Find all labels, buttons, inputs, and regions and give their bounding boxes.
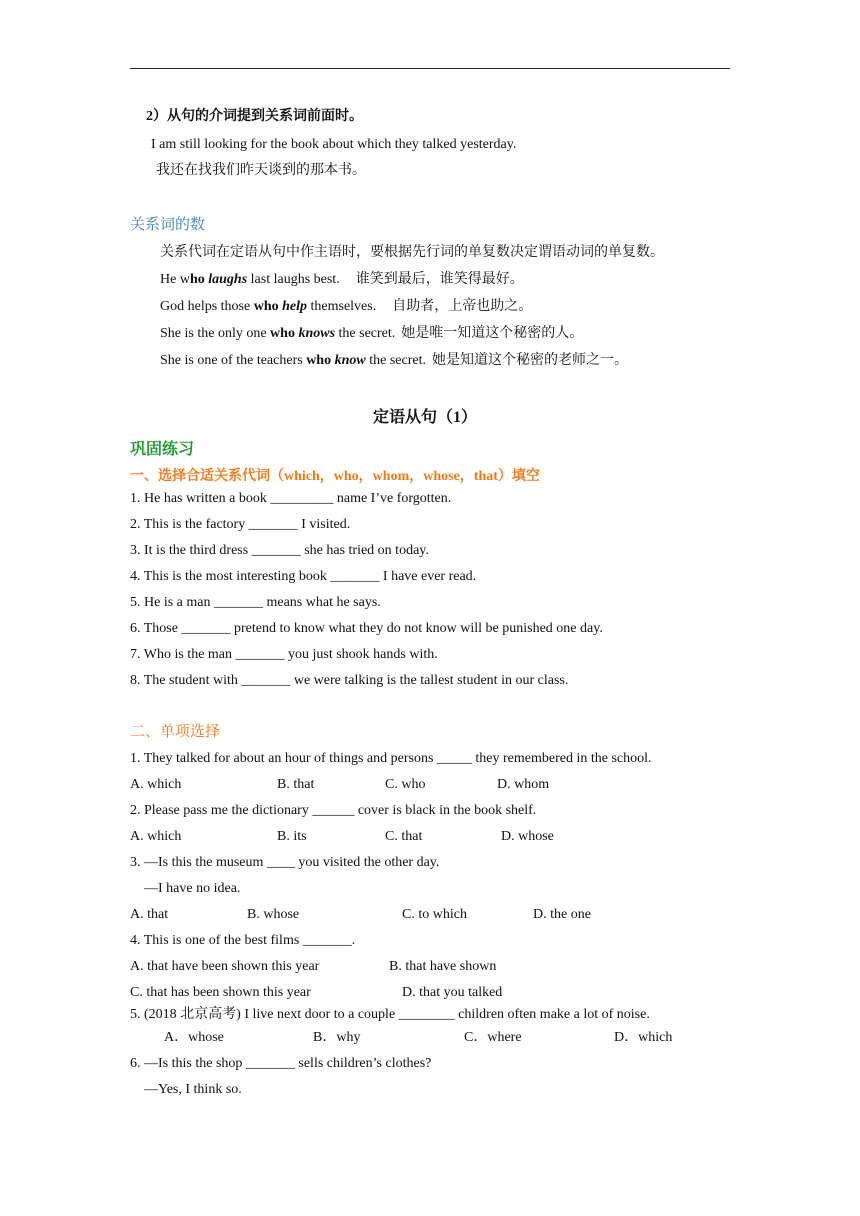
mc-q1-option-a: A. which xyxy=(130,777,182,792)
number-rule: 关系代词在定语从句中作主语时，要根据先行词的单复数决定谓语动词的单复数。 xyxy=(160,245,664,260)
mc-q6-reply: —Yes, I think so. xyxy=(144,1082,242,1097)
number-example-3: She is the only one who knows the secret. 她是唯一知道这个秘密的人。 xyxy=(160,326,584,341)
mc-q1-option-b: B. that xyxy=(277,777,315,792)
mc-q2-option-b: B. its xyxy=(277,829,307,844)
mc-q2-option-a: A. which xyxy=(130,829,182,844)
mc-q4-option-d: D. that you talked xyxy=(402,985,503,1000)
number-heading: 关系词的数 xyxy=(130,217,206,233)
part1-heading: 一、选择合适关系代词（which，who，whom，whose，that）填空 xyxy=(130,469,540,484)
fill-item-4: 4. This is the most interesting book _______ I have ever read. xyxy=(130,569,477,584)
practice-heading: 巩固练习 xyxy=(130,441,195,458)
mc-q1-option-c: C. who xyxy=(385,777,426,792)
mc-question-5: 5. (2018 北京高考) I live next door to a couple ________ children often make a lot of noise. xyxy=(130,1007,650,1022)
mc-q5-option-c: C．where xyxy=(464,1030,522,1045)
mc-question-3: 3. —Is this the museum ____ you visited the other day. xyxy=(130,855,440,870)
mc-q3-reply: —I have no idea. xyxy=(144,881,241,896)
mc-q2-option-c: C. that xyxy=(385,829,423,844)
mc-q3-option-a: A. that xyxy=(130,907,169,922)
fill-item-3: 3. It is the third dress _______ she has tried on today. xyxy=(130,543,429,558)
mc-q3-option-b: B. whose xyxy=(247,907,300,922)
example-sentence: I am still looking for the book about which they talked yesterday. xyxy=(151,137,517,152)
header-rule xyxy=(130,68,730,69)
fill-item-7: 7. Who is the man _______ you just shook hands with. xyxy=(130,647,438,662)
fill-item-6: 6. Those _______ pretend to know what they do not know will be punished one day. xyxy=(130,621,603,636)
fill-item-8: 8. The student with _______ we were talking is the tallest student in our class. xyxy=(130,673,569,688)
mc-question-1: 1. They talked for about an hour of things and persons _____ they remembered in the school. xyxy=(130,751,652,766)
fill-item-1: 1. He has written a book _________ name I’ve forgotten. xyxy=(130,491,452,506)
mc-question-2: 2. Please pass me the dictionary ______ cover is black in the book shelf. xyxy=(130,803,537,818)
mc-q4-option-c: C. that has been shown this year xyxy=(130,985,311,1000)
mc-q5-option-a: A．whose xyxy=(164,1030,224,1045)
mc-q3-option-d: D. the one xyxy=(533,907,591,922)
number-example-1: He who laughs last laughs best. 谁笑到最后，谁笑得最好。 xyxy=(160,272,524,287)
mc-q2-option-d: D. whose xyxy=(501,829,554,844)
number-example-2: God helps those who help themselves. 自助者，上帝也助之。 xyxy=(160,299,533,314)
mc-question-6: 6. —Is this the shop _______ sells children’s clothes? xyxy=(130,1056,432,1071)
example-translation: 我还在找我们昨天谈到的那本书。 xyxy=(156,163,366,178)
mc-q1-option-d: D. whom xyxy=(497,777,550,792)
fill-item-2: 2. This is the factory _______ I visited. xyxy=(130,517,351,532)
mc-q4-option-a: A. that have been shown this year xyxy=(130,959,320,974)
fill-item-5: 5. He is a man _______ means what he says. xyxy=(130,595,381,610)
section-heading: 2）从句的介词提到关系词前面时。 xyxy=(146,109,363,124)
mc-q3-option-c: C. to which xyxy=(402,907,467,922)
mc-q5-option-b: B．why xyxy=(313,1030,361,1045)
number-example-4: She is one of the teachers who know the secret. 她是知道这个秘密的老师之一。 xyxy=(160,353,628,368)
part2-heading: 二、单项选择 xyxy=(130,724,221,740)
mc-q4-option-b: B. that have shown xyxy=(389,959,497,974)
page-title: 定语从句（1） xyxy=(373,409,478,426)
mc-question-4: 4. This is one of the best films _______. xyxy=(130,933,356,948)
mc-q5-option-d: D．which xyxy=(614,1030,673,1045)
